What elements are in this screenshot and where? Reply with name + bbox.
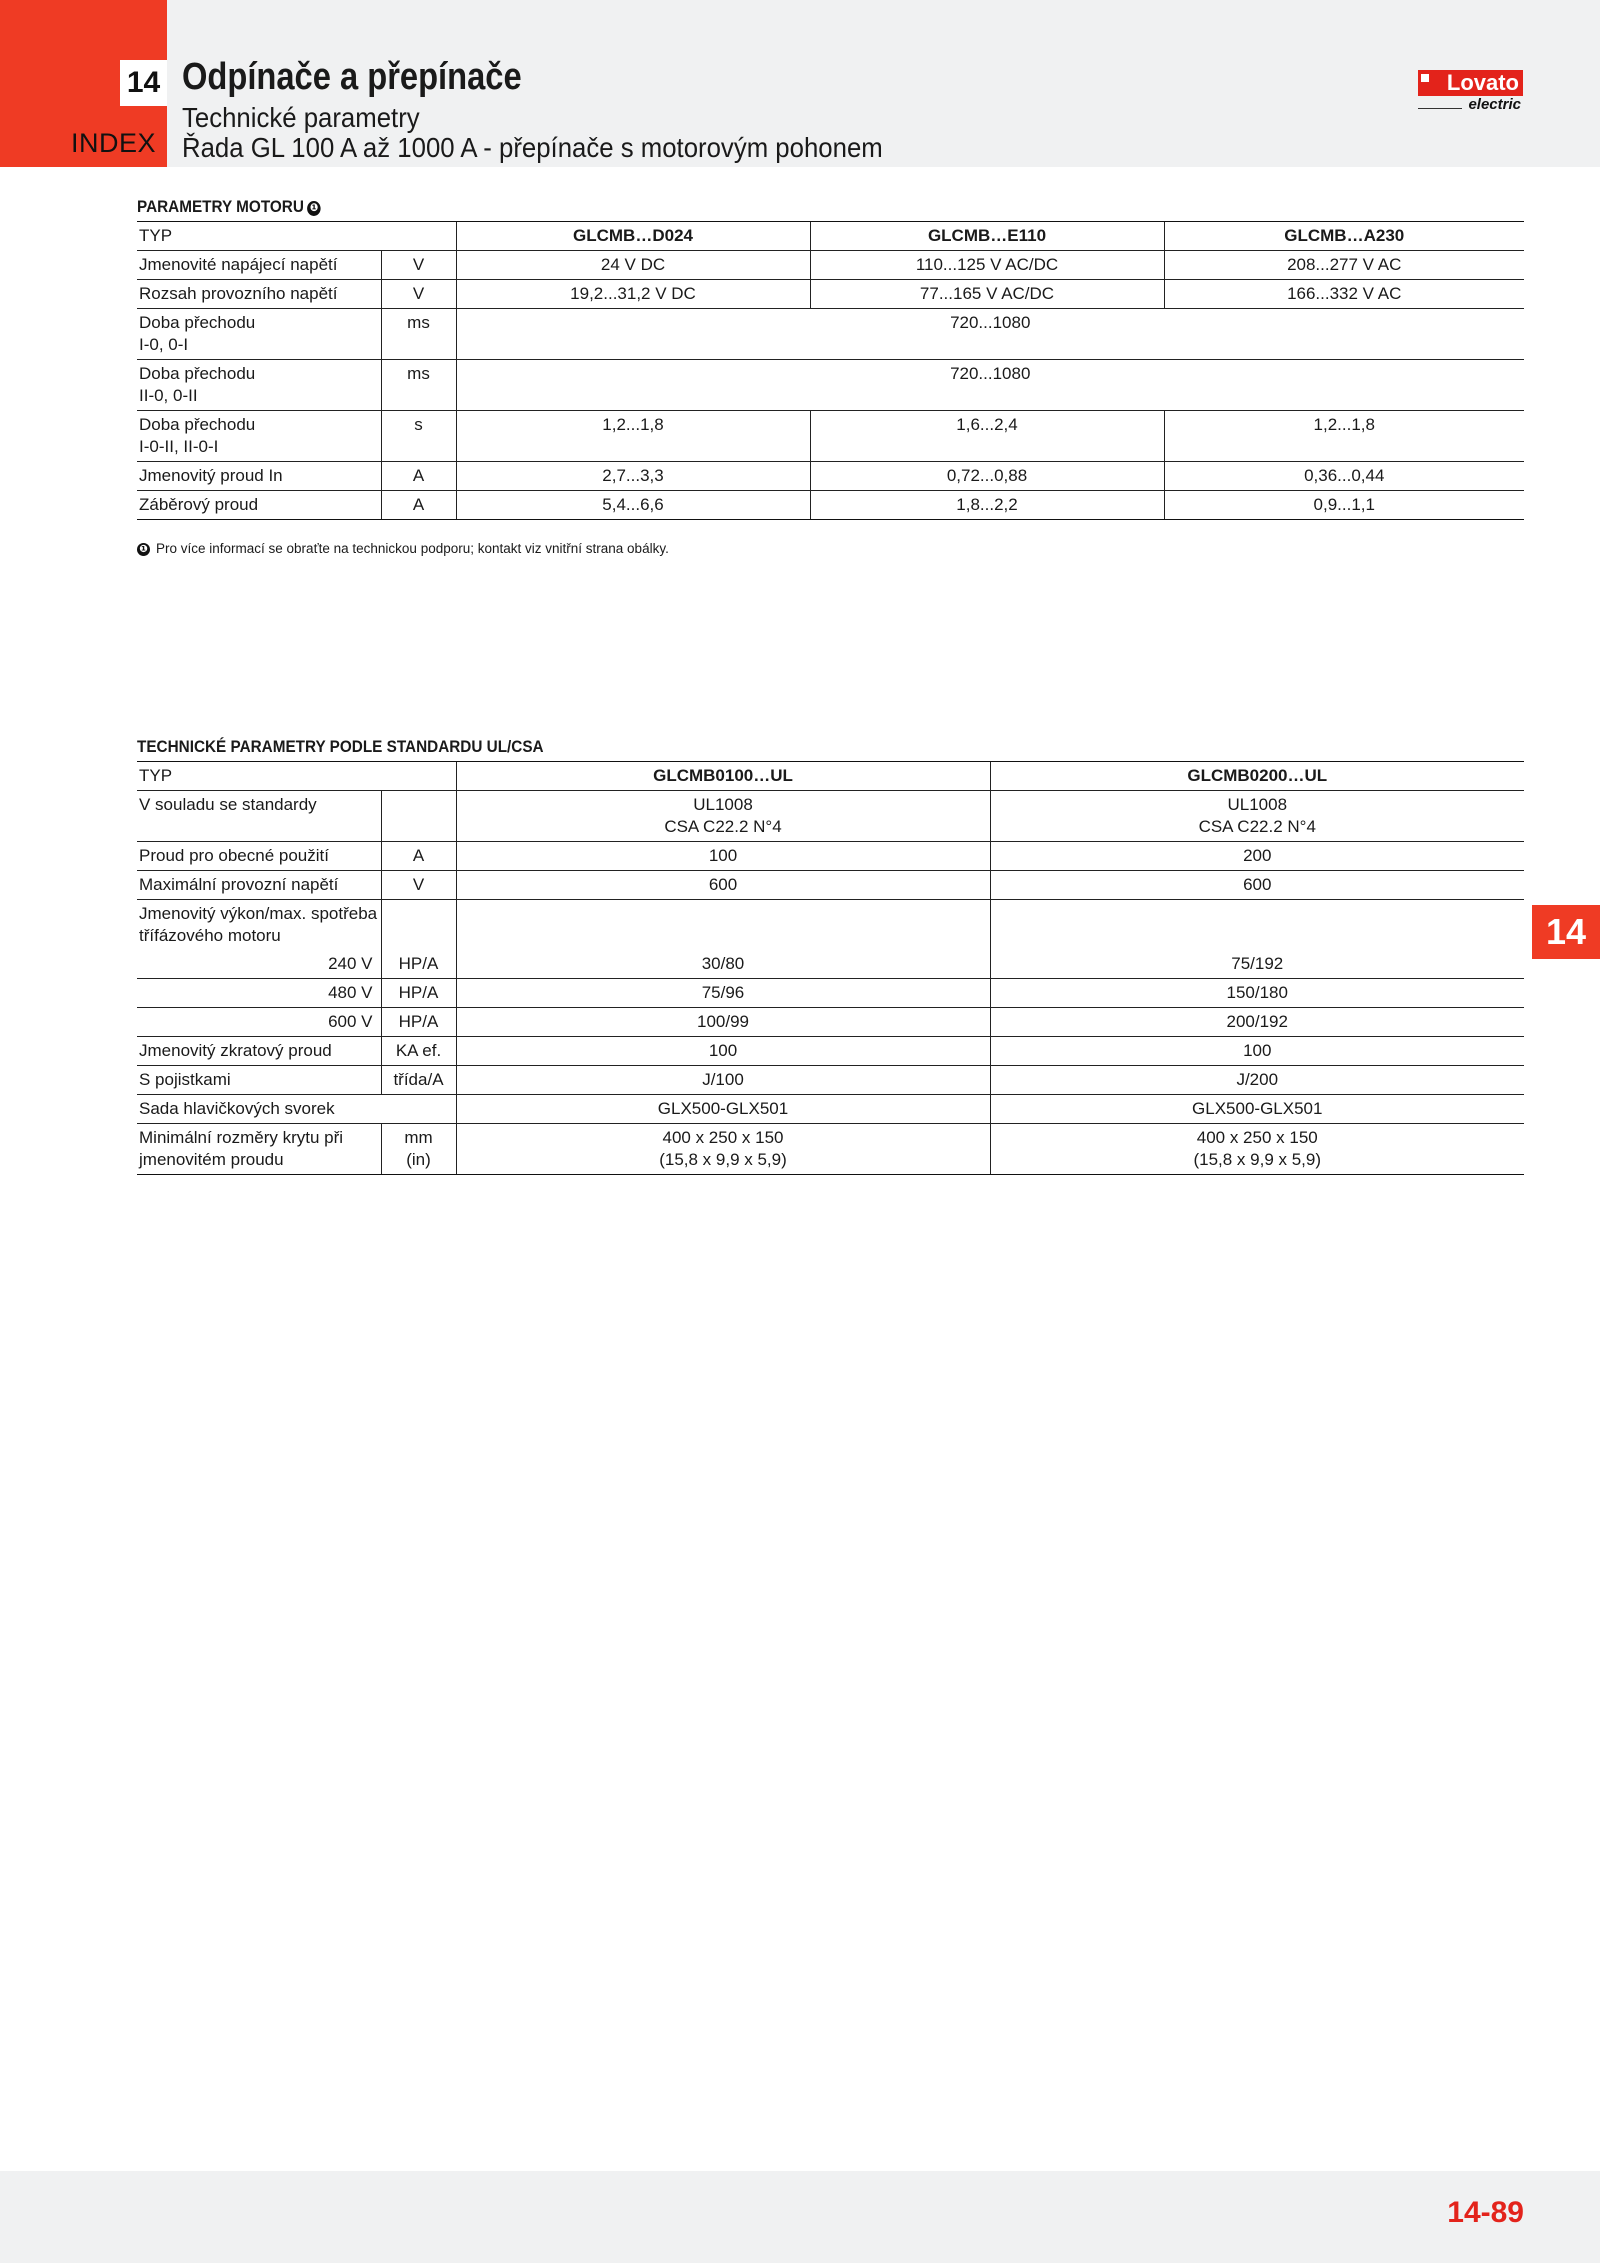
cell-value: 77...165 V AC/DC xyxy=(810,280,1164,309)
typ-label: TYP xyxy=(137,762,456,791)
table-row xyxy=(137,1037,1524,1066)
row-unit: HP/A xyxy=(381,950,456,979)
table-row xyxy=(137,1124,1524,1175)
cell-value: 1,8...2,2 xyxy=(810,491,1164,520)
cell-value: 19,2...31,2 V DC xyxy=(456,280,810,309)
logo-wordmark: Lovato xyxy=(1418,70,1523,96)
ul-parameters-table xyxy=(137,761,1524,1175)
row-label: Sada hlavičkových svorek xyxy=(137,1095,456,1124)
column-header: GLCMB…E110 xyxy=(810,222,1164,251)
cell-value xyxy=(990,900,1524,951)
column-header: GLCMB…D024 xyxy=(456,222,810,251)
row-unit xyxy=(381,900,456,951)
row-label: Rozsah provozního napětí xyxy=(137,280,381,309)
row-label: Jmenovité napájecí napětí xyxy=(137,251,381,280)
footer-band xyxy=(0,2171,1600,2263)
footnote: ❶ Pro více informací se obraťte na technickou podporu; kontakt viz vnitřní strana obálky. xyxy=(137,541,669,556)
row-label: Doba přechodu I-0-II, II-0-I xyxy=(137,411,381,462)
motor-section-title: PARAMETRY MOTORU ❶ xyxy=(137,197,321,217)
motor-parameters-table xyxy=(137,221,1524,520)
page-number: 14-89 xyxy=(1447,2196,1524,2229)
info-icon: ❶ xyxy=(137,543,150,556)
table-row xyxy=(137,900,1524,951)
row-label: Jmenovitý proud In xyxy=(137,462,381,491)
row-unit: A xyxy=(381,462,456,491)
table-row xyxy=(137,1095,1524,1124)
table-row xyxy=(137,251,1524,280)
row-unit: KA ef. xyxy=(381,1037,456,1066)
cell-value: 150/180 xyxy=(990,979,1524,1008)
table-row xyxy=(137,280,1524,309)
table-header-row xyxy=(137,222,1524,251)
row-label: 480 V xyxy=(137,979,381,1008)
row-label: Záběrový proud xyxy=(137,491,381,520)
table-row xyxy=(137,1066,1524,1095)
cell-value: 24 V DC xyxy=(456,251,810,280)
row-unit: A xyxy=(381,842,456,871)
row-unit: ms xyxy=(381,309,456,360)
table-row xyxy=(137,950,1524,979)
series-subtitle: Řada GL 100 A až 1000 A - přepínače s motorovým pohonem xyxy=(182,132,883,163)
row-label: Proud pro obecné použití xyxy=(137,842,381,871)
cell-value: 1,2...1,8 xyxy=(456,411,810,462)
table-row xyxy=(137,411,1524,462)
cell-value: 200/192 xyxy=(990,1008,1524,1037)
table-row xyxy=(137,842,1524,871)
row-label: S pojistkami xyxy=(137,1066,381,1095)
cell-value: 0,72...0,88 xyxy=(810,462,1164,491)
column-header: GLCMB0200…UL xyxy=(990,762,1524,791)
row-label: Jmenovitý výkon/max. spotřeba třífázového motoru xyxy=(137,900,381,951)
row-unit xyxy=(381,791,456,842)
column-header: GLCMB0100…UL xyxy=(456,762,990,791)
cell-value: 100 xyxy=(990,1037,1524,1066)
cell-value: UL1008 CSA C22.2 N°4 xyxy=(456,791,990,842)
cell-value: 75/192 xyxy=(990,950,1524,979)
cell-value xyxy=(456,900,990,951)
row-label: V souladu se standardy xyxy=(137,791,381,842)
cell-value: GLX500-GLX501 xyxy=(990,1095,1524,1124)
row-label: Doba přechodu I-0, 0-I xyxy=(137,309,381,360)
cell-value: 400 x 250 x 150 (15,8 x 9,9 x 5,9) xyxy=(990,1124,1524,1175)
row-unit: V xyxy=(381,280,456,309)
cell-value: 166...332 V AC xyxy=(1164,280,1524,309)
table-header-row xyxy=(137,762,1524,791)
table-row xyxy=(137,1008,1524,1037)
row-label: 600 V xyxy=(137,1008,381,1037)
cell-value: 5,4...6,6 xyxy=(456,491,810,520)
logo-subtext: electric xyxy=(1468,96,1521,113)
cell-value: 600 xyxy=(990,871,1524,900)
cell-value: UL1008 CSA C22.2 N°4 xyxy=(990,791,1524,842)
row-label: Doba přechodu II-0, 0-II xyxy=(137,360,381,411)
cell-value: 400 x 250 x 150 (15,8 x 9,9 x 5,9) xyxy=(456,1124,990,1175)
column-header: GLCMB…A230 xyxy=(1164,222,1524,251)
row-unit: mm (in) xyxy=(381,1124,456,1175)
row-label: Maximální provozní napětí xyxy=(137,871,381,900)
row-label: Jmenovitý zkratový proud xyxy=(137,1037,381,1066)
cell-value: 0,9...1,1 xyxy=(1164,491,1524,520)
cell-value: 110...125 V AC/DC xyxy=(810,251,1164,280)
cell-value: 600 xyxy=(456,871,990,900)
row-label: Minimální rozměry krytu při jmenovitém proudu xyxy=(137,1124,381,1175)
page-subtitle: Technické parametry xyxy=(182,102,420,133)
row-unit: A xyxy=(381,491,456,520)
row-unit: s xyxy=(381,411,456,462)
cell-value: 100/99 xyxy=(456,1008,990,1037)
chapter-number: 14 xyxy=(120,60,167,106)
cell-value: 200 xyxy=(990,842,1524,871)
row-unit: HP/A xyxy=(381,979,456,1008)
table-row xyxy=(137,309,1524,360)
cell-value: GLX500-GLX501 xyxy=(456,1095,990,1124)
info-icon: ❶ xyxy=(307,201,321,216)
row-unit: třída/A xyxy=(381,1066,456,1095)
table-row xyxy=(137,871,1524,900)
lovato-logo xyxy=(1418,70,1523,114)
row-unit: V xyxy=(381,251,456,280)
index-link[interactable]: INDEX xyxy=(70,128,156,158)
cell-value: 208...277 V AC xyxy=(1164,251,1524,280)
row-unit: ms xyxy=(381,360,456,411)
cell-value: 0,36...0,44 xyxy=(1164,462,1524,491)
chapter-side-tab[interactable]: 14 xyxy=(1532,905,1600,959)
row-unit: HP/A xyxy=(381,1008,456,1037)
row-label: 240 V xyxy=(137,950,381,979)
table-row xyxy=(137,360,1524,411)
cell-value: J/200 xyxy=(990,1066,1524,1095)
table-row xyxy=(137,979,1524,1008)
cell-value: 75/96 xyxy=(456,979,990,1008)
page-title: Odpínače a přepínače xyxy=(182,56,522,98)
cell-value: J/100 xyxy=(456,1066,990,1095)
row-unit: V xyxy=(381,871,456,900)
cell-value: 1,2...1,8 xyxy=(1164,411,1524,462)
table-row xyxy=(137,791,1524,842)
table-row xyxy=(137,491,1524,520)
cell-value: 1,6...2,4 xyxy=(810,411,1164,462)
cell-value: 30/80 xyxy=(456,950,990,979)
cell-value: 2,7...3,3 xyxy=(456,462,810,491)
ul-section-title: TECHNICKÉ PARAMETRY PODLE STANDARDU UL/CSA xyxy=(137,737,544,756)
table-row xyxy=(137,462,1524,491)
cell-value: 100 xyxy=(456,1037,990,1066)
cell-value: 720...1080 xyxy=(456,360,1524,411)
typ-label: TYP xyxy=(137,222,456,251)
cell-value: 720...1080 xyxy=(456,309,1524,360)
cell-value: 100 xyxy=(456,842,990,871)
